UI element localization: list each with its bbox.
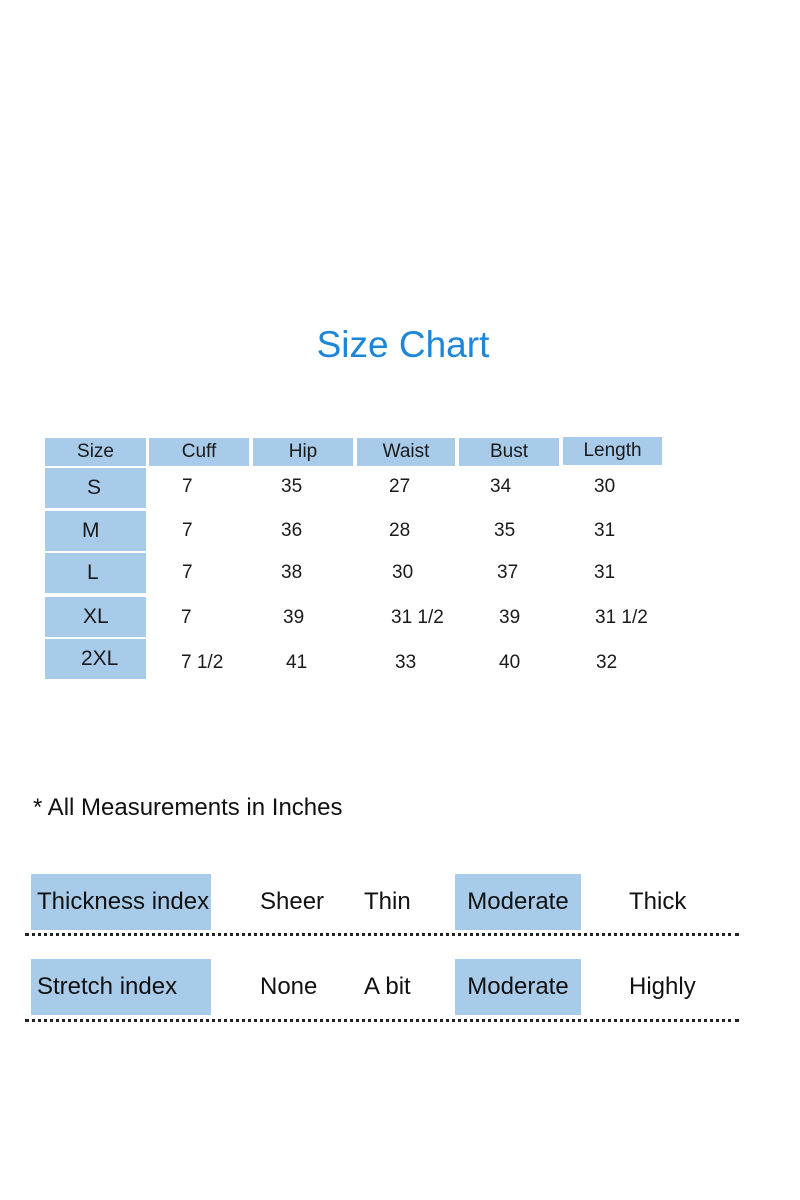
bust-m: 35 — [494, 520, 516, 541]
header-hip: Hip — [253, 438, 353, 466]
cuff-l: 7 — [182, 562, 193, 583]
measurement-note: * All Measurements in Inches — [33, 794, 343, 821]
header-size: Size — [45, 438, 146, 466]
page-title: Size Chart — [316, 324, 490, 365]
hip-m: 36 — [281, 520, 303, 541]
length-l: 31 — [594, 562, 616, 583]
size-cell-xl: XL — [45, 597, 146, 637]
size-cell-s: S — [45, 468, 146, 508]
length-s: 30 — [594, 476, 616, 497]
header-waist: Waist — [357, 438, 455, 466]
thickness-option-thick: Thick — [629, 888, 687, 915]
waist-m: 28 — [389, 520, 411, 541]
cuff-xl: 7 — [181, 607, 192, 628]
waist-s: 27 — [389, 476, 411, 497]
stretch-option-moderate-selected: Moderate — [455, 959, 581, 1015]
waist-xl: 31 1/2 — [391, 607, 444, 628]
bust-2xl: 40 — [499, 652, 521, 673]
header-bust: Bust — [459, 438, 559, 466]
header-length: Length — [563, 437, 662, 465]
bust-l: 37 — [497, 562, 519, 583]
waist-2xl: 33 — [395, 652, 417, 673]
waist-l: 30 — [392, 562, 414, 583]
hip-2xl: 41 — [286, 652, 308, 673]
thickness-option-moderate-selected: Moderate — [455, 874, 581, 930]
size-cell-l: L — [45, 553, 146, 593]
stretch-option-highly: Highly — [629, 973, 696, 1000]
length-m: 31 — [594, 520, 616, 541]
dotted-divider — [25, 1019, 739, 1022]
size-cell-m: M — [45, 511, 146, 551]
length-xl: 31 1/2 — [595, 607, 648, 628]
stretch-option-a-bit: A bit — [364, 973, 411, 1000]
size-cell-2xl: 2XL — [45, 639, 146, 679]
thickness-option-thin: Thin — [364, 888, 411, 915]
length-2xl: 32 — [596, 652, 618, 673]
dotted-divider — [25, 933, 739, 936]
hip-l: 38 — [281, 562, 303, 583]
stretch-option-none: None — [260, 973, 318, 1000]
header-cuff: Cuff — [149, 438, 249, 466]
bust-xl: 39 — [499, 607, 521, 628]
cuff-s: 7 — [182, 476, 193, 497]
stretch-index-label: Stretch index — [31, 959, 211, 1015]
cuff-2xl: 7 1/2 — [181, 652, 224, 673]
cuff-m: 7 — [182, 520, 193, 541]
thickness-option-sheer: Sheer — [260, 888, 325, 915]
hip-xl: 39 — [283, 607, 305, 628]
bust-s: 34 — [490, 476, 512, 497]
hip-s: 35 — [281, 476, 303, 497]
thickness-index-label: Thickness index — [31, 874, 211, 930]
